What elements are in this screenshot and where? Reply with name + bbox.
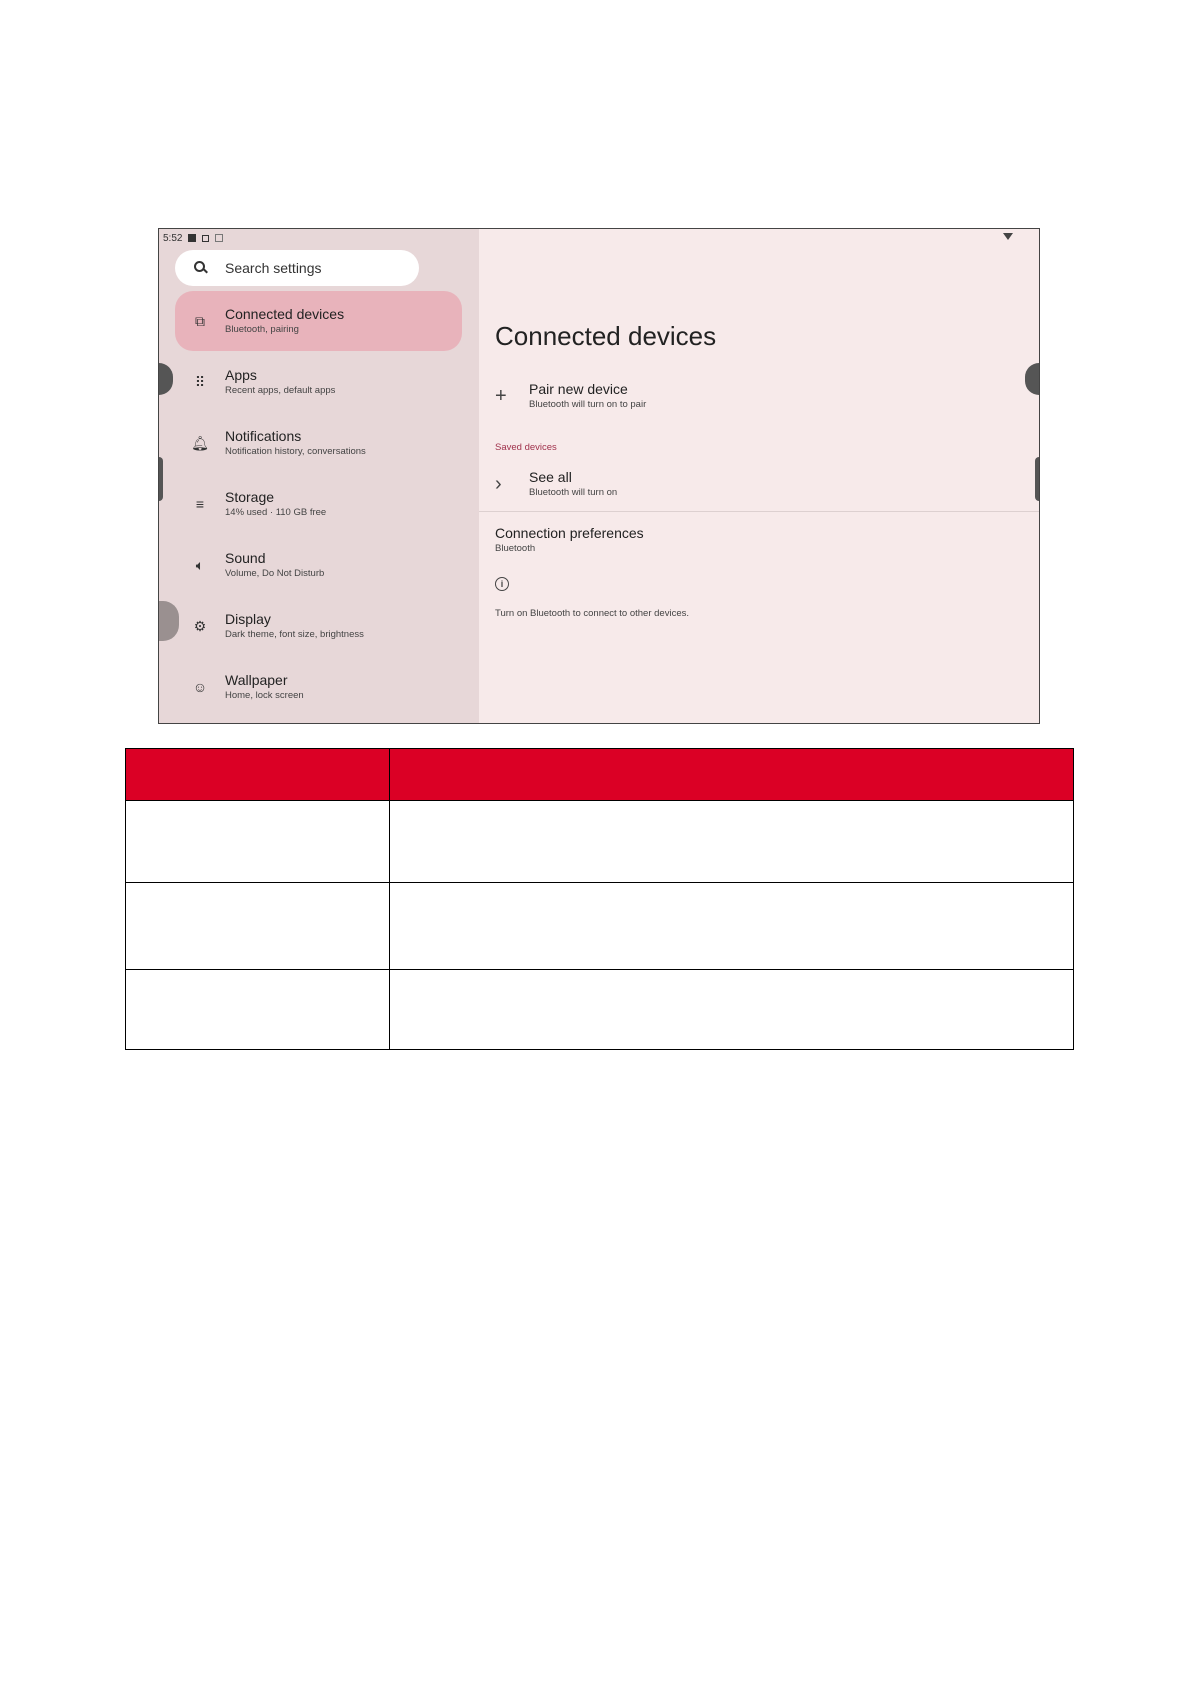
pair-new-device-item[interactable] <box>495 381 646 411</box>
sidebar-item-subtitle: Volume, Do Not Disturb <box>225 568 325 579</box>
speaker-icon: 🔈︎ <box>195 556 205 573</box>
bluetooth-info-text: Turn on Bluetooth to connect to other devices. <box>495 608 689 619</box>
sidebar-item-apps[interactable] <box>175 352 462 412</box>
sidebar-item-subtitle: Recent apps, default apps <box>225 385 336 396</box>
search-placeholder: Search settings <box>225 260 322 276</box>
settings-sidebar <box>159 229 479 723</box>
connection-preferences-label: Connection preferences <box>495 525 644 541</box>
wifi-icon <box>1003 233 1013 240</box>
sidebar-item-label: Storage <box>225 489 275 505</box>
notification-icon <box>188 234 196 242</box>
table-cell <box>126 883 390 970</box>
table-cell <box>390 970 1074 1050</box>
sidebar-item-label: Display <box>225 611 271 627</box>
table-header-cell <box>390 749 1074 801</box>
divider <box>479 511 1039 512</box>
sidebar-item-label: Sound <box>225 550 266 566</box>
table-cell <box>126 801 390 883</box>
side-panel-handle[interactable] <box>1035 457 1039 501</box>
settings-detail-pane <box>479 229 1039 723</box>
sidebar-item-wallpaper[interactable] <box>175 657 462 717</box>
sidebar-item-subtitle: Notification history, conversations <box>225 446 366 457</box>
sidebar-item-storage[interactable] <box>175 474 462 534</box>
sidebar-item-display[interactable] <box>175 596 462 656</box>
status-bar <box>163 231 223 245</box>
chevron-right-icon: › <box>495 472 502 495</box>
search-bar[interactable] <box>175 250 419 286</box>
sidebar-item-label: Wallpaper <box>225 672 288 688</box>
table-cell <box>390 801 1074 883</box>
pair-new-device-label: Pair new device <box>529 381 628 397</box>
table-row <box>126 883 1074 970</box>
page-title: Connected devices <box>495 321 717 351</box>
table-row <box>126 801 1074 883</box>
brightness-icon: ⚙ <box>193 617 207 634</box>
see-all-item[interactable] <box>495 469 617 499</box>
pair-new-device-subtitle: Bluetooth will turn on to pair <box>529 399 647 410</box>
plus-icon: + <box>495 384 507 407</box>
table-cell <box>390 883 1074 970</box>
table-row <box>126 970 1074 1050</box>
sidebar-item-connected-devices[interactable] <box>175 291 462 351</box>
search-icon <box>193 260 209 276</box>
sidebar-item-sound[interactable] <box>175 535 462 595</box>
sidebar-item-label: Connected devices <box>225 306 345 322</box>
see-all-subtitle: Bluetooth will turn on <box>529 487 618 498</box>
settings-screenshot <box>158 228 1040 724</box>
side-panel-handle[interactable] <box>1025 363 1039 395</box>
info-icon: i <box>495 577 509 591</box>
connection-preferences-subtitle: Bluetooth <box>495 543 536 554</box>
sidebar-item-subtitle: 14% used · 110 GB free <box>225 507 327 518</box>
connection-preferences-item[interactable] <box>495 525 644 555</box>
sidebar-item-notifications[interactable] <box>175 413 462 473</box>
storage-icon: ≡ <box>195 496 205 512</box>
side-panel-handle[interactable] <box>159 457 163 501</box>
bell-icon: 🔔︎ <box>191 434 209 451</box>
side-panel-handle[interactable] <box>159 363 173 395</box>
see-all-label: See all <box>529 469 572 485</box>
saved-devices-header: Saved devices <box>495 442 557 453</box>
sidebar-item-label: Notifications <box>225 428 302 444</box>
apps-grid-icon: ⠿ <box>194 373 206 390</box>
devices-icon: ⧉ <box>195 312 205 329</box>
notification-icon <box>202 235 209 242</box>
description-table <box>125 748 1074 1050</box>
sidebar-item-subtitle: Dark theme, font size, brightness <box>225 629 364 640</box>
sidebar-item-subtitle: Home, lock screen <box>225 690 304 701</box>
table-header-cell <box>126 749 390 801</box>
sidebar-item-label: Apps <box>225 367 257 383</box>
palette-icon: ☺ <box>192 679 208 695</box>
table-cell <box>126 970 390 1050</box>
status-time: 5:52 <box>163 232 183 244</box>
table-header-row <box>126 749 1074 801</box>
notification-icon <box>215 234 223 242</box>
sidebar-item-subtitle: Bluetooth, pairing <box>225 324 299 335</box>
